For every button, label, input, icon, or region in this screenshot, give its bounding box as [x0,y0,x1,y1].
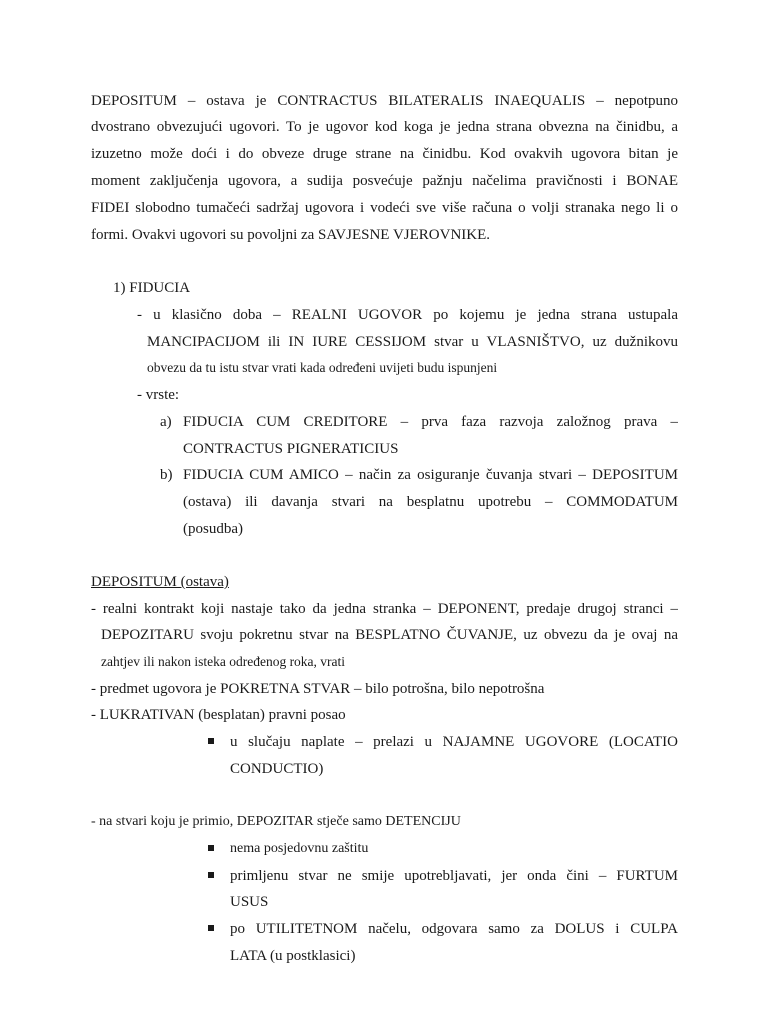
bullet-marker [208,845,214,851]
fiducia-item-a-marker: a) [160,414,172,430]
bullet-line: CONDUCTIO) [230,761,324,777]
depositum-detention: - na stvari koju je primio, DEPOZITAR stječe samo DETENCIJU [91,814,461,829]
depositum-heading: DEPOSITUM (ostava) [91,574,229,590]
intro-line: izuzetno može doći i do obveze druge strane na činidbu. Kod ovakvih ugovora bitan je [91,146,678,162]
intro-line: moment zaključenja ugovora, a sudija posvećuje pažnju načelima pravičnosti i BONAE [91,173,678,189]
intro-line: dvostrano obvezujući ugovori. To je ugovor kod koga je jedna strana obvezna na činidbu, a [91,119,678,135]
bullet-line: LATA (u postklasici) [230,948,356,964]
bullet-marker [208,872,214,878]
fiducia-types-label: - vrste: [137,387,180,403]
fiducia-classic-line: obvezu da tu istu stvar vrati kada određeni uvijeti budu ispunjeni [147,360,498,375]
bullet-marker [208,925,214,931]
fiducia-item-b-line: FIDUCIA CUM AMICO – način za osiguranje čuvanja stvari – DEPOSITUM [183,467,678,483]
intro-line: FIDEI slobodno tumačeći sadržaj ugovora i vodeći sve više računa o volji stranaka nego li o [91,200,678,216]
fiducia-classic-line: MANCIPACIJOM ili IN IURE CESSIJOM stvar u VLASNIŠTVO, uz dužnikovu [147,334,678,350]
bullet-line: u slučaju naplate – prelazi u NAJAMNE UGOVORE (LOCATIO [230,734,678,750]
depositum-contract-line: zahtjev ili nakon isteka određenog roka, vrati [101,654,346,669]
bullet-line: primljenu stvar ne smije upotrebljavati, jer onda čini – FURTUM [230,868,678,884]
bullet-line: USUS [230,894,269,910]
depositum-contract-line: - realni kontrakt koji nastaje tako da jedna stranka – DEPONENT, predaje drugoj stranci – [91,601,678,617]
intro-line: formi. Ovakvi ugovori su povoljni za SAVJESNE VJEROVNIKE. [91,227,491,243]
fiducia-item-a-line: CONTRACTUS PIGNERATICIUS [183,441,399,457]
depositum-lucrative: - LUKRATIVAN (besplatan) pravni posao [91,707,346,723]
fiducia-item-b-line: (posudba) [183,521,243,537]
fiducia-item-b-line: (ostava) ili davanja stvari na besplatnu upotrebu – COMMODATUM [183,494,678,510]
depositum-subject: - predmet ugovora je POKRETNA STVAR – bilo potrošna, bilo nepotrošna [91,681,545,697]
bullet-line: po UTILITETNOM načelu, odgovara samo za DOLUS i CULPA [230,921,678,937]
depositum-contract-line: DEPOZITARU svoju pokretnu stvar na BESPLATNO ČUVANJE, uz obvezu da je ovaj na [101,627,678,643]
fiducia-classic-line: - u klasično doba – REALNI UGOVOR po kojemu je jedna strana ustupala [137,307,678,323]
bullet-line: nema posjedovnu zaštitu [230,841,369,856]
fiducia-heading: 1) FIDUCIA [113,280,191,296]
bullet-marker [208,738,214,744]
intro-line: DEPOSITUM – ostava je CONTRACTUS BILATERALIS INAEQUALIS – nepotpuno [91,93,678,109]
fiducia-item-a-line: FIDUCIA CUM CREDITORE – prva faza razvoja založnog prava – [183,414,678,430]
fiducia-item-b-marker: b) [160,467,173,483]
